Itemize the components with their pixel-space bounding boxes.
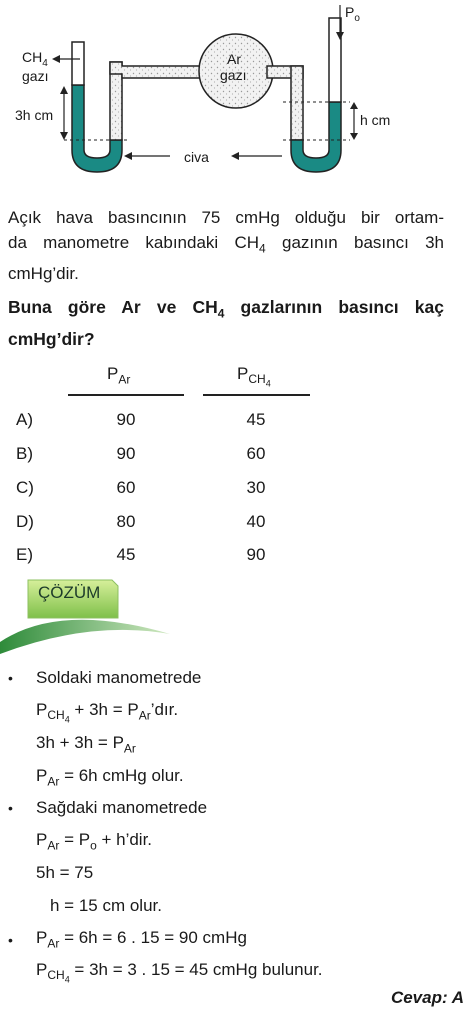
header-underline-2 <box>203 394 310 396</box>
header-p-ar: $P_{Ar}$ <box>107 364 131 387</box>
civa-label: civa <box>184 149 209 165</box>
question-text: Açık hava basıncının 75 cmHg olduğu bir ortam- da manometre kabındaki $CH_4$ gazının basıncı 3h cmHg’dir. <box>8 208 445 284</box>
solution-step-1: Soldaki manometrede <box>36 668 202 687</box>
option-value-ar: 80 <box>116 512 136 531</box>
bullet-2: • <box>8 800 13 816</box>
equation-3: $P_{Ar} = 6h$ cmHg olur. <box>36 766 184 789</box>
right-height-arrow <box>350 102 358 140</box>
option-value-ar: 45 <box>116 545 136 564</box>
option-value-ch4: 40 <box>246 512 266 531</box>
option-letter: C) <box>16 478 34 497</box>
solution-title: ÇÖZÜM <box>38 583 101 602</box>
option-value-ar: 60 <box>116 478 136 497</box>
equation-8: $P_{CH_4} = 3h = 3$ . 15 = 45 cmHg bulunur. <box>36 960 323 985</box>
option-value-ar: 90 <box>116 444 136 463</box>
left-connector-tube <box>110 62 205 78</box>
header-p-ch4: $P_{CH_4}$ <box>237 364 271 389</box>
option-letter: E) <box>16 545 33 564</box>
bullet-3: • <box>8 932 13 948</box>
equation-7: $P_{Ar} = 6h = 6$ . 15 = 90 cmHg <box>36 928 247 951</box>
option-letter: D) <box>16 512 34 531</box>
option-letter: B) <box>16 444 33 463</box>
option-value-ch4: 45 <box>246 410 266 429</box>
left-gas-label: $CH_4$ <box>22 49 48 69</box>
option-value-ch4: 90 <box>246 545 266 564</box>
manometer-diagram <box>0 0 474 180</box>
equation-6: h = 15 cm olur. <box>50 896 162 915</box>
answer-label: Cevap: A <box>390 988 464 1007</box>
left-height-label: 3h cm <box>15 107 54 123</box>
left-gas-word: gazı <box>22 68 49 84</box>
equation-5: 5h = 75 <box>36 863 94 882</box>
option-value-ch4: 60 <box>246 444 266 463</box>
left-height-arrow <box>60 86 68 140</box>
equation-2: $3h + 3h = P_{Ar}$ <box>36 733 136 756</box>
bullet-1: • <box>8 670 13 686</box>
equation-1: $P_{CH_4} + 3h$ = $P_{Ar}’dır$. <box>36 700 179 725</box>
option-value-ar: 90 <box>116 410 136 429</box>
right-height-label: h cm <box>360 112 391 128</box>
option-letter: A) <box>16 410 33 429</box>
solution-step-2: Sağdaki manometrede <box>36 798 208 817</box>
question-prompt: Buna göre Ar ve $CH_4$ gazlarının basıncı kaç cmHg’dir? <box>8 297 444 349</box>
header-underline-1 <box>68 394 184 396</box>
equation-4: $P_{Ar} = P_o$ + h’dir. <box>36 830 153 853</box>
option-value-ch4: 30 <box>246 478 266 497</box>
center-gas-label: Ar <box>227 51 241 67</box>
right-u-tube <box>291 18 341 172</box>
pressure-label: $P_o$ <box>345 4 360 24</box>
center-gas-word: gazı <box>220 67 247 83</box>
